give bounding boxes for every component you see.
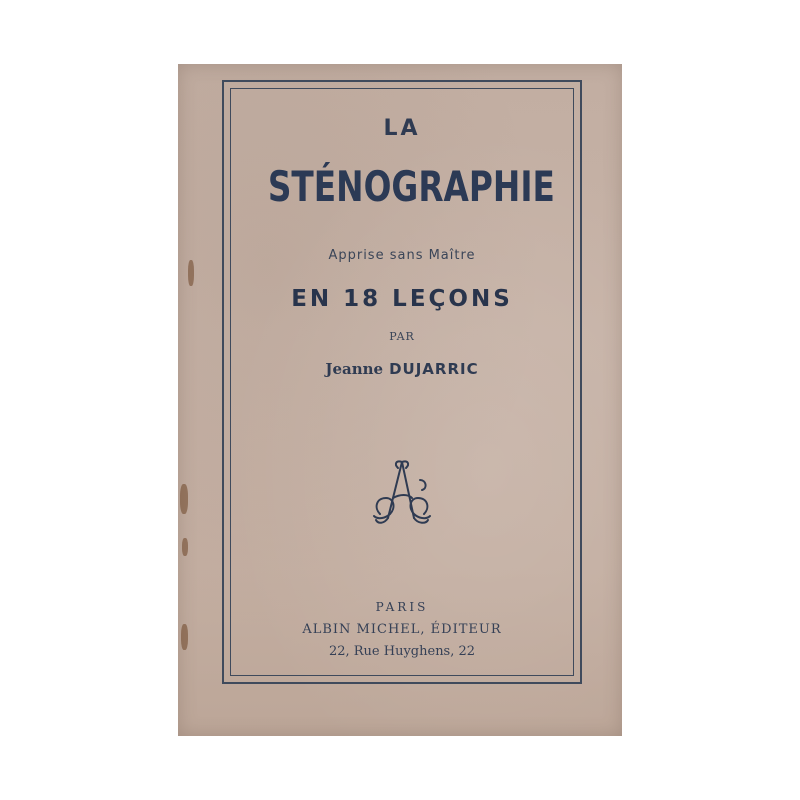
- edge-stain: [182, 538, 188, 556]
- edge-stain: [180, 484, 188, 514]
- publisher-name: ALBIN MICHEL, ÉDITEUR: [302, 622, 502, 637]
- edge-stain: [188, 260, 194, 286]
- book-title: STÉNOGRAPHIE: [267, 162, 555, 211]
- author-by-label: PAR: [389, 330, 415, 343]
- title-article: LA: [383, 116, 421, 141]
- publisher-monogram-icon: [368, 458, 436, 530]
- edge-stain: [181, 624, 188, 650]
- book-cover: [178, 64, 622, 736]
- author-first-name: Jeanne: [325, 360, 384, 378]
- publication-city: PARIS: [375, 600, 429, 614]
- author-name: [230, 360, 574, 378]
- publisher-address: 22, Rue Huyghens, 22: [328, 644, 476, 659]
- lessons-count-line: EN 18 LEÇONS: [291, 286, 513, 312]
- author-last-name: DUJARRIC: [389, 360, 479, 378]
- book-subtitle: Apprise sans Maître: [328, 248, 476, 263]
